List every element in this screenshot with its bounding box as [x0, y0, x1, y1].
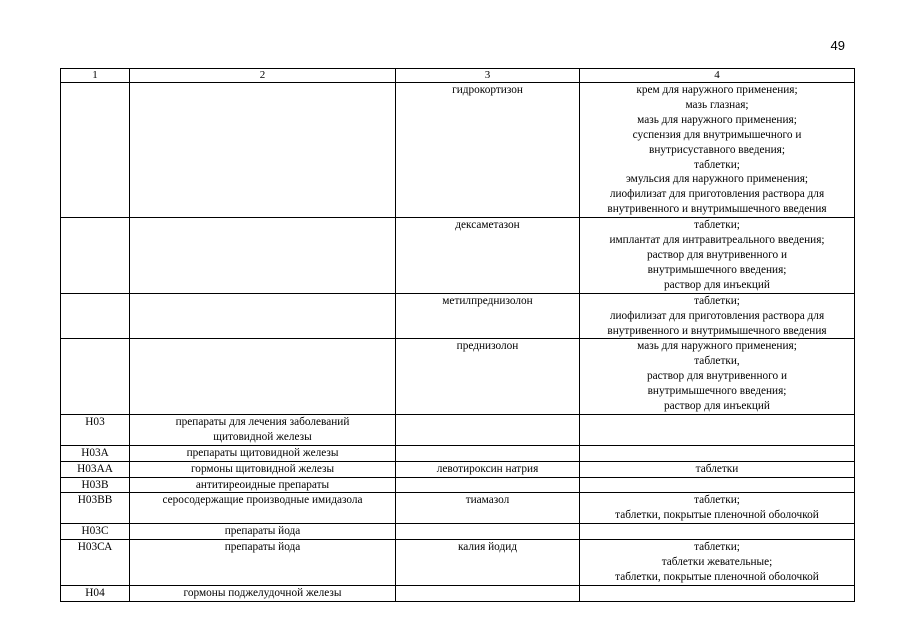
- table-row: [61, 293, 855, 339]
- dosage-form-line: раствор для инъекций: [664, 278, 770, 291]
- substance-cell: [396, 585, 580, 601]
- dosage-form-line: внутривенного и внутримышечного введения: [607, 203, 827, 216]
- group-line: препараты йода: [224, 525, 301, 538]
- table-row: [61, 540, 855, 586]
- substance-cell: калия йодид: [396, 540, 580, 586]
- anatomical-group-cell: [130, 218, 396, 294]
- dosage-form-line: таблетки;: [694, 294, 740, 307]
- group-line: антитиреоидные препараты: [195, 478, 330, 491]
- column-header-4: 4: [580, 69, 855, 83]
- substance-cell: преднизолон: [396, 339, 580, 415]
- table-row: [61, 493, 855, 524]
- dosage-form-line: мазь для наружного применения;: [637, 113, 797, 126]
- table-row: [61, 445, 855, 461]
- group-line: щитовидной железы: [213, 430, 312, 443]
- substance-cell: [396, 414, 580, 445]
- group-line: серосодержащие производные имидазола: [162, 494, 363, 507]
- anatomical-group-cell: [130, 339, 396, 415]
- dosage-form-line: таблетки, покрытые пленочной оболочкой: [615, 509, 819, 522]
- table-row: [61, 218, 855, 294]
- dosage-form-line: таблетки;: [694, 541, 740, 554]
- dosage-form-line: таблетки;: [694, 158, 740, 171]
- table-row: [61, 83, 855, 218]
- atc-code-cell: [61, 339, 130, 415]
- atc-code-cell: Н03СА: [61, 540, 130, 586]
- dosage-form-line: таблетки жевательные;: [661, 556, 773, 569]
- anatomical-group-cell: [130, 493, 396, 524]
- table-row: [61, 477, 855, 493]
- dosage-form-line: внутривенного и внутримышечного введения: [607, 324, 827, 337]
- dosage-form-line: раствор для внутривенного и: [646, 248, 788, 261]
- substance-cell: дексаметазон: [396, 218, 580, 294]
- dosage-form-line: внутрисуставного введения;: [649, 143, 785, 156]
- dosage-form-line: суспензия для внутримышечного и: [632, 128, 802, 141]
- atc-code-cell: Н03С: [61, 524, 130, 540]
- atc-code-cell: Н03В: [61, 477, 130, 493]
- dosage-form-line: внутримышечного введения;: [647, 385, 787, 398]
- anatomical-group-cell: [130, 540, 396, 586]
- table-row: [61, 524, 855, 540]
- atc-code-cell: Н03ВВ: [61, 493, 130, 524]
- atc-code-cell: Н03А: [61, 445, 130, 461]
- column-header-3: 3: [396, 69, 580, 83]
- page-number: 49: [830, 38, 845, 53]
- dosage-form-line: крем для наружного применения;: [636, 84, 798, 96]
- group-line: гормоны щитовидной железы: [190, 462, 335, 475]
- group-line: препараты щитовидной железы: [186, 446, 339, 459]
- atc-code-cell: [61, 218, 130, 294]
- table-body: [61, 83, 855, 602]
- dosage-form-line: таблетки, покрытые пленочной оболочкой: [615, 571, 819, 583]
- dosage-form-line: внутримышечного введения;: [647, 263, 787, 276]
- substance-cell: тиамазол: [396, 493, 580, 524]
- dosage-forms-cell: [580, 540, 855, 586]
- dosage-form-line: имплантат для интравитреального введения;: [609, 234, 825, 247]
- atc-code-cell: [61, 293, 130, 339]
- column-header-1: 1: [61, 69, 130, 83]
- dosage-forms-cell: [580, 524, 855, 540]
- substance-cell: левотироксин натрия: [396, 461, 580, 477]
- dosage-form-line: мазь для наружного применения;: [637, 340, 797, 353]
- dosage-forms-cell: [580, 445, 855, 461]
- dosage-forms-cell: [580, 293, 855, 339]
- dosage-forms-cell: [580, 83, 855, 218]
- dosage-form-line: лиофилизат для приготовления раствора для: [609, 309, 825, 322]
- dosage-form-line: таблетки,: [694, 355, 740, 368]
- group-line: гормоны поджелудочной железы: [183, 586, 342, 599]
- anatomical-group-cell: [130, 477, 396, 493]
- table-row: [61, 585, 855, 601]
- table-row: [61, 414, 855, 445]
- anatomical-group-cell: [130, 461, 396, 477]
- group-line: препараты йода: [224, 541, 301, 554]
- anatomical-group-cell: [130, 524, 396, 540]
- anatomical-group-cell: [130, 585, 396, 601]
- anatomical-group-cell: [130, 414, 396, 445]
- dosage-form-line: раствор для инъекций: [664, 400, 770, 413]
- dosage-forms-cell: [580, 493, 855, 524]
- table-header: [61, 69, 855, 83]
- group-line: препараты для лечения заболеваний: [175, 415, 350, 428]
- dosage-form-line: таблетки;: [694, 494, 740, 507]
- atc-code-cell: [61, 83, 130, 218]
- substance-cell: метилпреднизолон: [396, 293, 580, 339]
- dosage-forms-cell: [580, 585, 855, 601]
- substance-cell: гидрокортизон: [396, 83, 580, 218]
- table-row: [61, 339, 855, 415]
- anatomical-group-cell: [130, 83, 396, 218]
- dosage-forms-cell: [580, 477, 855, 493]
- dosage-form-line: раствор для внутривенного и: [646, 370, 788, 383]
- anatomical-group-cell: [130, 445, 396, 461]
- atc-code-cell: Н03АА: [61, 461, 130, 477]
- substance-cell: [396, 524, 580, 540]
- dosage-forms-cell: [580, 339, 855, 415]
- dosage-form-line: эмульсия для наружного применения;: [625, 173, 809, 186]
- dosage-forms-cell: [580, 414, 855, 445]
- dosage-form-line: таблетки;: [694, 219, 740, 232]
- substance-cell: [396, 477, 580, 493]
- atc-code-cell: Н04: [61, 585, 130, 601]
- dosage-forms-cell: [580, 218, 855, 294]
- dosage-form-line: таблетки: [695, 462, 739, 475]
- anatomical-group-cell: [130, 293, 396, 339]
- substance-cell: [396, 445, 580, 461]
- table-row: [61, 461, 855, 477]
- drug-table: [60, 68, 855, 602]
- dosage-forms-cell: [580, 461, 855, 477]
- atc-code-cell: Н03: [61, 414, 130, 445]
- column-header-2: 2: [130, 69, 396, 83]
- header-row: [61, 69, 855, 83]
- dosage-form-line: [581, 586, 853, 601]
- dosage-form-line: мазь глазная;: [685, 98, 749, 111]
- dosage-form-line: лиофилизат для приготовления раствора для: [609, 188, 825, 201]
